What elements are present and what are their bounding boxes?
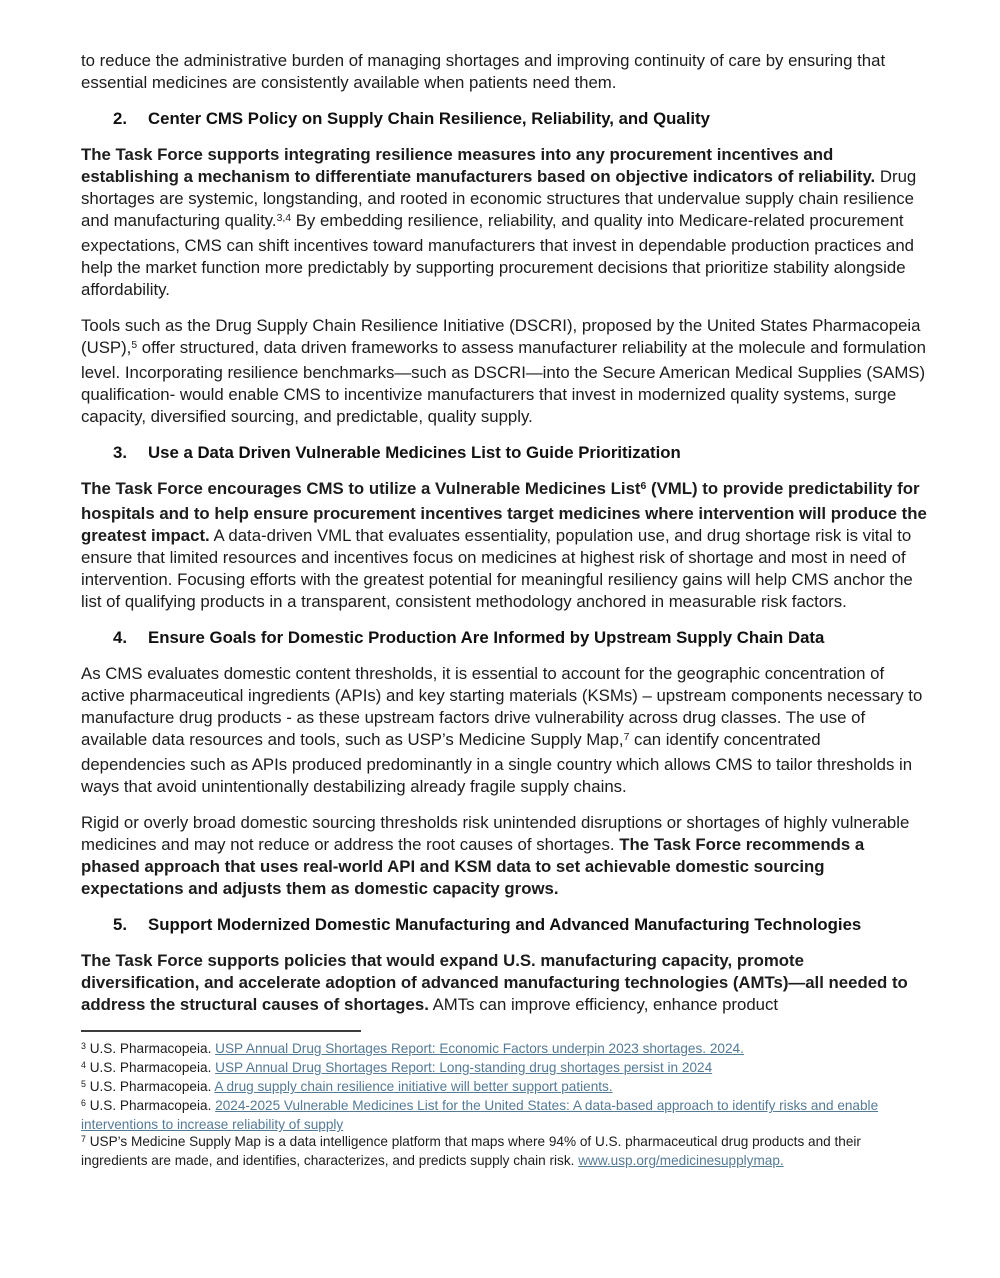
footnotes-section bbox=[81, 1030, 927, 1169]
section-number: 4. bbox=[113, 628, 127, 647]
footnote bbox=[81, 1059, 927, 1078]
footnote-ref: 5 bbox=[131, 339, 138, 351]
paragraph bbox=[81, 50, 927, 94]
footnotes-list bbox=[81, 1040, 927, 1169]
text-run: U.S. Pharmacopeia. bbox=[89, 1041, 216, 1056]
text-run: Drug shortages are systemic, longstanding, and rooted in economic structures that undervalue supply chain resilience and manufacturing quality. bbox=[81, 167, 917, 230]
text-run: U.S. Pharmacopeia. bbox=[89, 1079, 215, 1094]
document-link[interactable]: USP Annual Drug Shortages Report: Economic Factors underpin 2023 shortages. 2024. bbox=[215, 1041, 744, 1056]
text-run: USP’s Medicine Supply Map is a data intelligence platform that maps where 94% of U.S. pharmaceutical drug products and their ingredients are made, and identifies, characterizes, and predicts supply chain risk. bbox=[81, 1134, 861, 1168]
section-title: Center CMS Policy on Supply Chain Resilience, Reliability, and Quality bbox=[148, 109, 710, 128]
footnote-number: 7 bbox=[81, 1133, 86, 1144]
text-run: AMTs can improve efficiency, enhance product bbox=[428, 995, 779, 1014]
section-number: 2. bbox=[113, 109, 127, 128]
section-heading bbox=[81, 442, 927, 464]
footnote-ref: 3,4 bbox=[276, 212, 292, 224]
text-run: The Task Force supports policies that would expand U.S. manufacturing capacity, promote diversification, and accelerate adoption of advanced manufacturing technologies (AMTs)—all needed to address the structural causes of shortages. bbox=[81, 951, 908, 1014]
document-link[interactable]: www.usp.org/medicinesupplymap. bbox=[578, 1153, 784, 1168]
text-run: to reduce the administrative burden of managing shortages and improving continuity of care by ensuring that essential medicines are consistently available when patients need them. bbox=[81, 51, 886, 92]
text-run: By embedding resilience, reliability, and quality into Medicare-related procurement expectations, CMS can shift incentives toward manufacturers that invest in dependable production practices and help the market function more predictably by supporting procurement decisions that prioritize stability alongside affordability. bbox=[81, 211, 914, 299]
footnote-number: 3 bbox=[81, 1040, 86, 1051]
section-heading bbox=[81, 914, 927, 936]
document-body bbox=[81, 50, 927, 1016]
text-run: offer structured, data driven frameworks to assess manufacturer reliability at the molecule and formulation level. Incorporating resilience benchmarks—such as DSCRI—into the Secure American Medical Supplies (SAMS) qualification- would enable CMS to incentivize manufacturers that invest in modernized quality systems, surge capacity, diversified sourcing, and predictable, quality supply. bbox=[81, 338, 926, 426]
section-title: Support Modernized Domestic Manufacturing and Advanced Manufacturing Technologies bbox=[148, 915, 862, 934]
paragraph bbox=[81, 950, 927, 1016]
text-run: (VML) to provide predictability for hospitals and to help ensure procurement incentives target medicines where intervention will produce the greatest impact. bbox=[81, 479, 927, 545]
footnote bbox=[81, 1078, 927, 1097]
paragraph bbox=[81, 478, 927, 613]
page-content bbox=[81, 50, 927, 1169]
section-number: 3. bbox=[113, 443, 127, 462]
section-title: Ensure Goals for Domestic Production Are Informed by Upstream Supply Chain Data bbox=[148, 628, 825, 647]
footnote-number: 5 bbox=[81, 1078, 86, 1089]
footnote bbox=[81, 1040, 927, 1059]
section-heading bbox=[81, 108, 927, 130]
text-run: The Task Force encourages CMS to utilize a Vulnerable Medicines List bbox=[81, 479, 641, 498]
footnote bbox=[81, 1097, 927, 1133]
text-run: U.S. Pharmacopeia. bbox=[89, 1060, 216, 1075]
text-run: As CMS evaluates domestic content thresholds, it is essential to account for the geographic concentration of active pharmaceutical ingredients (APIs) and key starting materials (KSMs) – upstream components necessary to manufacture drug products - as these upstream factors drive vulnerability across drug classes. The use of available data resources and tools, such as USP’s Medicine Supply Map, bbox=[81, 664, 923, 749]
text-run: Rigid or overly broad domestic sourcing thresholds risk unintended disruptions or shortages of highly vulnerable medicines and may not reduce or address the root causes of shortages. bbox=[81, 813, 910, 854]
section-number: 5. bbox=[113, 915, 127, 934]
footnote-number: 4 bbox=[81, 1059, 86, 1070]
document-link[interactable]: A drug supply chain resilience initiative will better support patients. bbox=[214, 1079, 613, 1094]
paragraph bbox=[81, 144, 927, 301]
footnote bbox=[81, 1133, 927, 1169]
paragraph bbox=[81, 315, 927, 428]
document-link[interactable]: USP Annual Drug Shortages Report: Long-standing drug shortages persist in 2024 bbox=[215, 1060, 713, 1075]
text-run: A data-driven VML that evaluates essentiality, population use, and drug shortage risk is vital to ensure that limited resources and incentives focus on medicines at highest risk of shortage and most in need of intervention. Focusing efforts with the greatest potential for meaningful resiliency gains will help CMS anchor the list of qualifying products in a transparent, consistent methodology anchored in measurable risk factors. bbox=[81, 526, 913, 611]
text-run: Tools such as the Drug Supply Chain Resilience Initiative (DSCRI), proposed by the United States Pharmacopeia (USP), bbox=[81, 316, 921, 357]
text-run: The Task Force supports integrating resilience measures into any procurement incentives and establishing a mechanism to differentiate manufacturers based on objective indicators of reliability. bbox=[81, 145, 876, 186]
text-run: U.S. Pharmacopeia. bbox=[89, 1098, 216, 1113]
paragraph bbox=[81, 812, 927, 900]
section-heading bbox=[81, 627, 927, 649]
section-title: Use a Data Driven Vulnerable Medicines List to Guide Prioritization bbox=[148, 443, 681, 462]
paragraph bbox=[81, 663, 927, 798]
footnote-number: 6 bbox=[81, 1097, 86, 1108]
footnote-ref: 6 bbox=[640, 480, 647, 492]
document-link[interactable]: 2024-2025 Vulnerable Medicines List for the United States: A data-based approach to identify risks and enable interventions to increase reliability of supply bbox=[81, 1098, 879, 1132]
footnote-ref: 7 bbox=[623, 731, 630, 743]
text-run: The Task Force recommends a phased approach that uses real-world API and KSM data to set achievable domestic sourcing expectations and adjusts them as domestic capacity grows. bbox=[81, 835, 865, 898]
text-run: can identify concentrated dependencies such as APIs produced predominantly in a single country which allows CMS to tailor thresholds in ways that avoid unintentionally destabilizing already fragile supply chains. bbox=[81, 730, 913, 796]
footnote-separator bbox=[81, 1030, 361, 1032]
